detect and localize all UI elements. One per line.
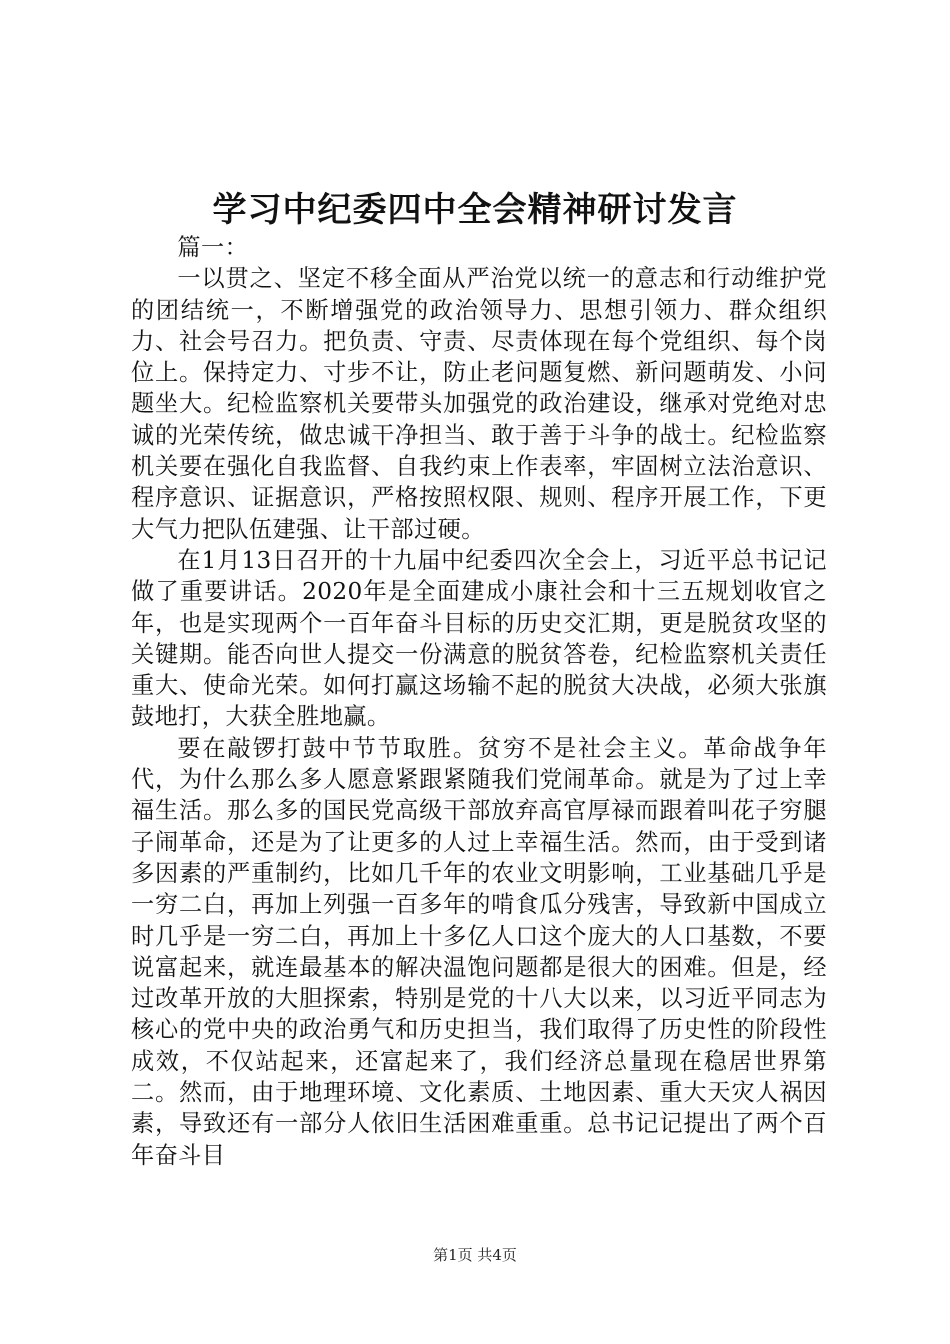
paragraph-3: 要在敲锣打鼓中节节取胜。贫穷不是社会主义。革命战争年代，为什么那么多人愿意紧跟紧随我们党闹革命。就是为了过上幸福生活。那么多的国民党高级干部放弃高官厚禄而跟着叫花子穷腿子闹革命，还是为了让更多的人过上幸福生活。然而，由于受到诸多因素的严重制约，比如几千年的农业文明影响，工业基础几乎是一穷二白，再加上列强一百多年的啃食瓜分残害，导致新中国成立时几乎是一穷二白，再加上十多亿人口这个庞大的人口基数，不要说富起来，就连最基本的解决温饱问题都是很大的困难。但是，经过改革开放的大胆探索，特别是党的十八大以来，以习近平同志为核心的党中央的政治勇气和历史担当，我们取得了历史性的阶段性成效，不仅站起来，还富起来了，我们经济总量现在稳居世界第二。然而，由于地理环境、文化素质、土地因素、重大天灾人祸因素，导致还有一部分人依旧生活困难重重。总书记记提出了两个百年奋斗目 [131,734,827,1169]
section-label: 篇一： [177,234,249,261]
document-body [131,232,827,1171]
document-title: 学习中纪委四中全会精神研讨发言 [212,190,738,230]
paragraph-1: 一以贯之、坚定不移全面从严治党以统一的意志和行动维护党的团结统一，不断增强党的政治领导力、思想引领力、群众组织力、社会号召力。把负责、守责、尽责体现在每个党组织、每个岗位上。保持定力、寸步不让，防止老问题复燃、新问题萌发、小问题坐大。纪检监察机关要带头加强党的政治建设，继承对党绝对忠诚的光荣传统，做忠诚干净担当、敢于善于斗争的战士。纪检监察机关要在强化自我监督、自我约束上作表率，牢固树立法治意识、程序意识、证据意识，严格按照权限、规则、程序开展工作，下更大气力把队伍建强、让干部过硬。 [131,265,827,543]
page-footer: 第1页 共4页 [433,1246,517,1264]
paragraph-2: 在1月13日召开的十九届中纪委四次全会上，习近平总书记记做了重要讲话。2020年是全面建成小康社会和十三五规划收官之年，也是实现两个一百年奋斗目标的历史交汇期，更是脱贫攻坚的关键期。能否向世人提交一份满意的脱贫答卷，纪检监察机关责任重大、使命光荣。如何打赢这场输不起的脱贫大决战，必须大张旗鼓地打，大获全胜地赢。 [131,546,827,731]
